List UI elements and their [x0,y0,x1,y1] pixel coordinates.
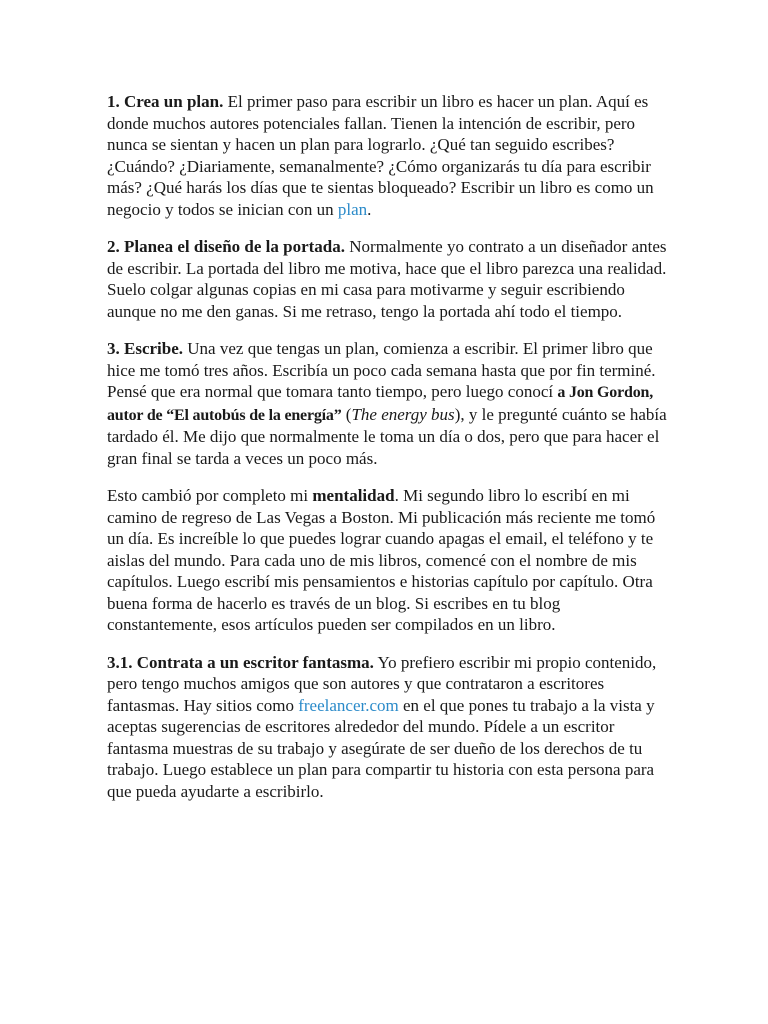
jon-gordon-reference: a Jon Gordon, autor de “El autobús de la energía” [107,384,654,424]
paragraph-text: El primer paso para escribir un libro es hacer un plan. Aquí es donde muchos autores potenciales fallan. Tienen la intención de escribir, pero nunca se sientan y hacen un plan para lograrlo. ¿Qué tan seguido escribes? ¿Cuándo? ¿Diariamente, semanalmente? ¿Cómo organizarás tu día para escribir más? ¿Qué harás los días que te sientas bloqueado? Escribir un libro es como un negocio y todos se inician con un [107,92,654,219]
paragraph-text-continued: . Mi segundo libro lo escribí en mi camino de regreso de Las Vegas a Boston. Mi publicación más reciente me tomó un día. Es increíble lo que puedes lograr cuando apagas el email, el teléfono y te aislas del mundo. Para cada uno de mis libros, comencé con el nombre de mis capítulos. Luego escribí mis pensamientos e historias capítulo por capítulo. Otra buena forma de hacerlo es través de un blog. Si escribes en tu blog constantemente, esos artículos pueden ser compilados en un libro. [107,486,656,634]
heading-planea-portada: 2. Planea el diseño de la portada. [107,237,346,256]
paragraph-text: Una vez que tengas un plan, comienza a escribir. El primer libro que hice me tomó tres años. Escribía un poco cada semana hasta que por fin terminé. Pensé que era normal que tomara tanto tiempo, pero luego conocí [107,339,656,401]
paragraph-text-end: . [367,199,372,219]
heading-escribe: 3. Escribe. [107,339,184,358]
paragraph-escribe [107,338,667,469]
paren-open: ( [341,404,352,424]
paragraph-crea-un-plan [107,91,667,220]
book-title-italic: The energy bus [351,404,455,424]
paragraph-text-continued: ), y le pregunté cuánto se había tardado él. Me dijo que normalmente le toma un día o dos, pero que para hacer el gran final se tarda a veces un poco más. [107,404,667,468]
freelancer-link[interactable]: freelancer.com [298,695,399,715]
paragraph-text: Normalmente yo contrato a un diseñador antes de escribir. La portada del libro me motiva, hace que el libro parezca una realidad. Suelo colgar algunas copias en mi casa para motivarme y seguir escribiendo aunque no me den ganas. Si me retraso, tengo la portada ahí todo el tiempo. [107,237,667,321]
mentalidad-bold: mentalidad [312,486,395,505]
paragraph-text: Yo prefiero escribir mi propio contenido, pero tengo muchos amigos que son autores y que contrataron a escritores fantasmas. Hay sitios como [107,652,657,715]
heading-escritor-fantasma: 3.1. Contrata a un escritor fantasma. [107,652,374,672]
plan-link[interactable]: plan [337,199,368,219]
paragraph-text: Esto cambió por completo mi [107,486,313,505]
paragraph-escritor-fantasma [107,652,667,803]
heading-crea-un-plan: 1. Crea un plan. [107,92,224,111]
paragraph-text-continued: en el que pones tu trabajo a la vista y aceptas sugerencias de escritores alrededor del mundo. Pídele a un escritor fantasma muestras de su trabajo y asegúrate de ser dueño de los derechos de tu trabajo. Luego establece un plan para compartir tu historia con esta persona para que pueda ayudarte a escribirlo. [107,695,655,801]
paragraph-planea-portada [107,236,667,322]
paragraph-mentalidad [107,485,667,636]
document-body [107,91,667,818]
